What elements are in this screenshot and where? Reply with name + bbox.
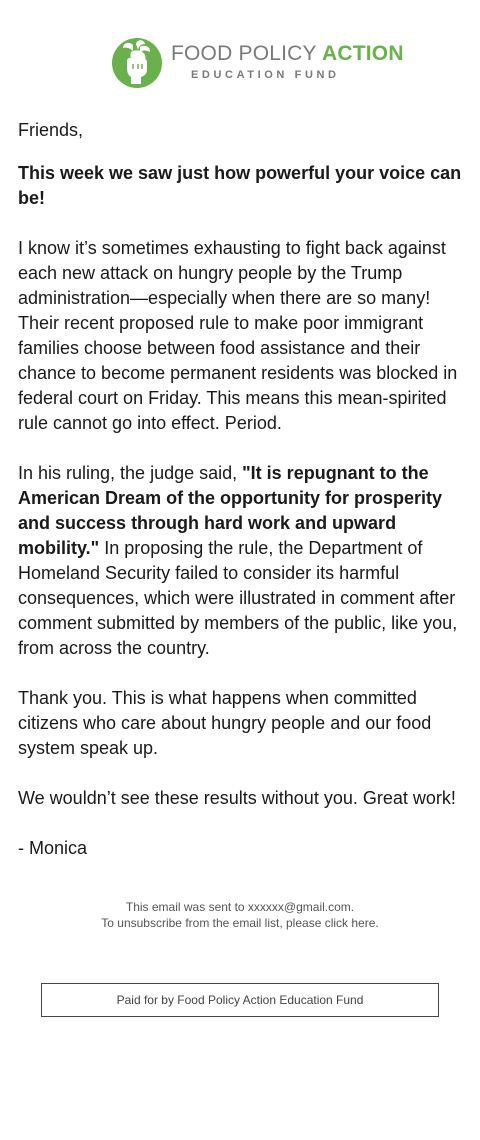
raised-fist-with-vegetable-icon — [111, 37, 163, 89]
greeting: Friends, — [18, 120, 84, 140]
judge-quote: "It is repugnant to the American Dream of the opportunity for prosperity and success through hard work and upward mobility." — [18, 463, 443, 558]
paragraph-exhausting-fight: I know it’s sometimes exhausting to fight back against each new attack on hungry people by the Trump administration—especially when there are so many! Their recent proposed rule to make poor immigrant families choose between food assistance and their chance to become permanent residents was blocked in federal court on Friday. This means this mean-spirited rule cannot go into effect. Period. — [18, 238, 458, 433]
email-body — [18, 118, 464, 861]
logo-title-food-policy: FOOD POLICY — [171, 42, 317, 65]
footer-note — [0, 899, 480, 931]
unsubscribe-link[interactable]: To unsubscribe from the email list, please click here. — [101, 916, 379, 930]
paragraph-judge-ruling — [18, 461, 464, 661]
ruling-intro: In his ruling, the judge said, — [18, 463, 243, 483]
logo-subtitle: EDUCATION FUND — [191, 69, 340, 81]
logo-title — [171, 42, 404, 66]
paragraph-great-work: We wouldn’t see these results without you. Great work! — [18, 788, 456, 808]
headline: This week we saw just how powerful your voice can be! — [18, 163, 462, 208]
logo-title-action: ACTION — [322, 42, 404, 65]
paragraph-thank-you: Thank you. This is what happens when committed citizens who care about hungry people and our food system speak up. — [18, 688, 432, 758]
sent-to-text: This email was sent to xxxxxx@gmail.com. — [125, 900, 355, 914]
food-policy-action-logo — [111, 36, 404, 90]
signoff: - Monica — [18, 838, 88, 858]
paid-for-disclaimer: Paid for by Food Policy Action Education Fund — [41, 983, 439, 1017]
ruling-rest: In proposing the rule, the Department of Homeland Security failed to consider its harmful consequences, which were illustrated in comment after comment submitted by members of the public, like you, from across the country. — [18, 538, 458, 658]
